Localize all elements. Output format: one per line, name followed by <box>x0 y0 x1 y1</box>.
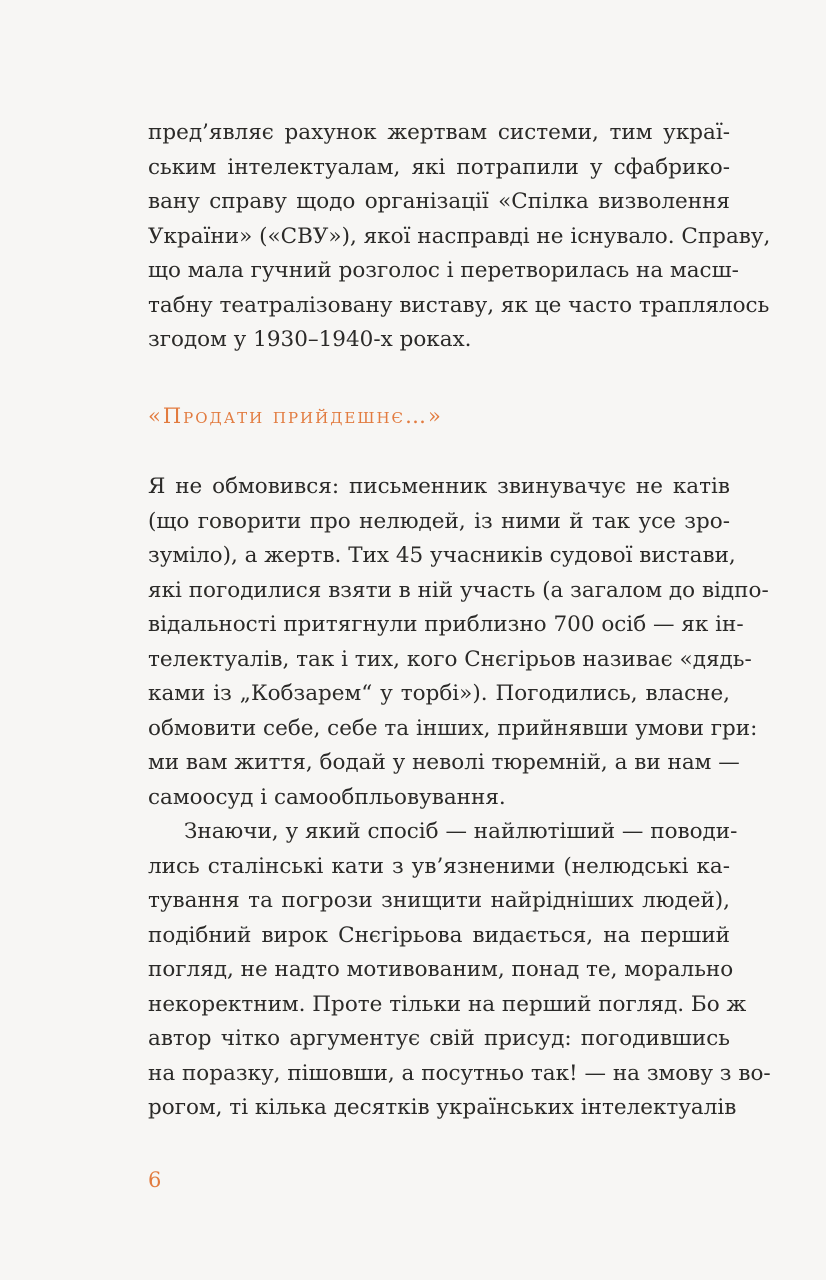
text-line: погляд, не надто мотивованим, понад те, морально <box>148 957 734 982</box>
text-line: пред’являє рахунок жертвам системи, тим украї- <box>148 120 730 145</box>
intro-paragraph <box>148 116 771 358</box>
text-line: некоректним. Проте тільки на перший погляд. Бо ж <box>148 991 747 1017</box>
section-heading: «Продати прийдешнє…» <box>148 404 443 428</box>
text-line: автор чітко аргументує свій присуд: погодившись <box>148 1026 730 1051</box>
text-line: ми вам життя, бодай у неволі тюремній, а ви нам — <box>148 750 740 775</box>
text-line: обмовити себе, себе та інших, прийнявши умови гри: <box>148 715 758 741</box>
text-line: України» («СВУ»), якої насправді не існувало. Справу, <box>148 223 771 249</box>
paragraph-1 <box>148 470 769 815</box>
text-line: тування та погрози знищити найрідніших людей), <box>148 888 730 913</box>
text-line: Я не обмовився: письменник звинувачує не катів <box>148 474 730 499</box>
text-line: які погодилися взяти в ній участь (а загалом до відпо- <box>148 577 769 603</box>
text-line: самоосуд і самообпльовування. <box>148 784 506 810</box>
text-line: подібний вирок Снєгірьова видається, на перший <box>148 922 730 948</box>
text-line: ками із „Кобзарем“ у торбі»). Погодились, власне, <box>148 681 730 706</box>
text-line: (що говорити про нелюдей, із ними й так усе зро- <box>148 508 730 534</box>
text-line: лись сталінські кати з ув’язненими (нелюдські ка- <box>148 853 730 879</box>
text-line: телектуалів, так і тих, кого Снєгірьов називає «дядь- <box>148 646 752 672</box>
paragraph-2 <box>148 815 771 1126</box>
text-line: Знаючи, у який спосіб — найлютіший — поводи- <box>184 819 738 844</box>
text-line: ським інтелектуалам, які потрапили у сфабрико- <box>148 154 730 180</box>
text-line: вану справу щодо організації «Спілка визволення <box>148 189 730 214</box>
text-line: зуміло), а жертв. Тих 45 учасників судової вистави, <box>148 543 736 568</box>
text-line: табну театралізовану виставу, як це часто траплялось <box>148 292 770 318</box>
text-line: відальності притягнули приблизно 700 осіб — як ін- <box>148 612 744 637</box>
text-line: згодом у 1930–1940-х роках. <box>148 327 472 352</box>
text-line: на поразку, пішовши, а посутньо так! — на змову з во- <box>148 1060 771 1086</box>
page-number: 6 <box>148 1168 162 1192</box>
text-line: що мала гучний розголос і перетворилась на масш- <box>148 258 739 283</box>
body-text <box>148 470 771 1126</box>
text-line: рогом, ті кілька десятків українських інтелектуалів <box>148 1095 737 1120</box>
